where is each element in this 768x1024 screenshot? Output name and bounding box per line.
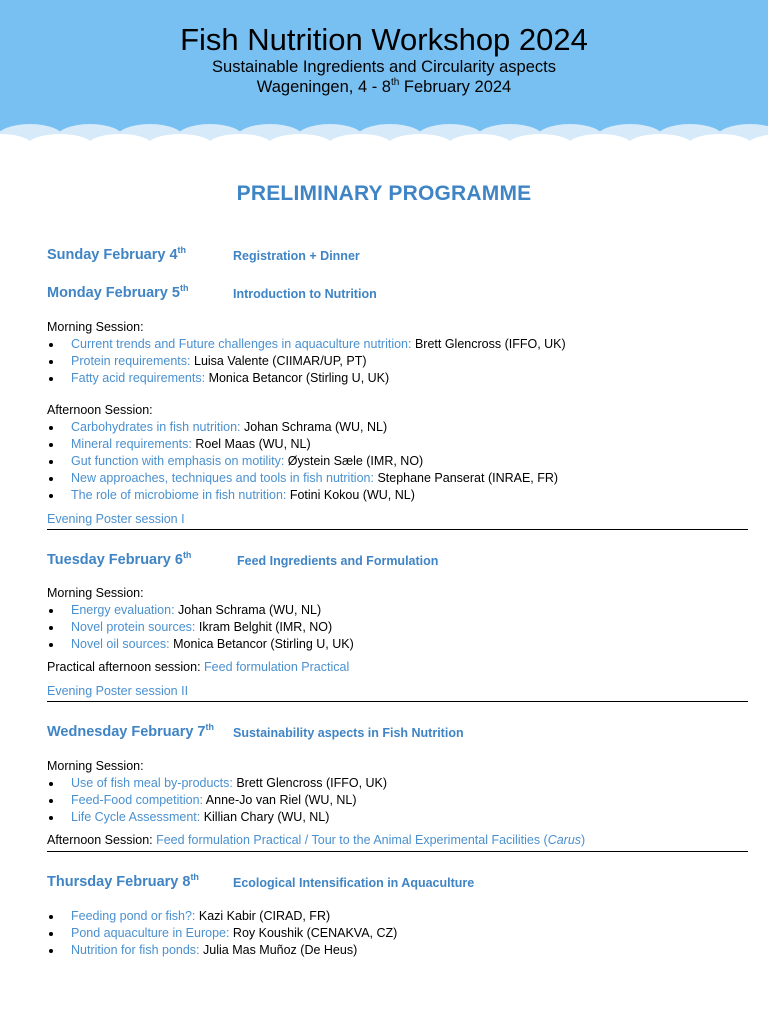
monday-evening-session: Evening Poster session I xyxy=(47,512,185,526)
tuesday-practical-session: Practical afternoon session: Feed formulation Practical xyxy=(47,660,350,674)
header-banner xyxy=(0,0,768,160)
monday-afternoon-list xyxy=(47,419,558,504)
workshop-location: Wageningen, 4 - 8th February 2024 xyxy=(256,77,512,96)
day-topic-sunday: Registration + Dinner xyxy=(233,249,360,263)
day-topic-tuesday: Feed Ingredients and Formulation xyxy=(237,554,439,568)
list-item: Mineral requirements: Roel Maas (WU, NL) xyxy=(47,436,558,453)
list-item: Pond aquaculture in Europe: Roy Koushik (CENAKVA, CZ) xyxy=(47,925,397,942)
wednesday-morning-label: Morning Session: xyxy=(47,759,144,773)
list-item: Feeding pond or fish?: Kazi Kabir (CIRAD, FR) xyxy=(47,908,397,925)
list-item: Use of fish meal by-products: Brett Glencross (IFFO, UK) xyxy=(47,775,387,792)
day-heading-tuesday: Tuesday February 6th xyxy=(47,550,192,568)
day-heading-sunday: Sunday February 4th xyxy=(47,245,187,263)
list-item: Life Cycle Assessment: Killian Chary (WU, NL) xyxy=(47,809,387,826)
list-item: New approaches, techniques and tools in fish nutrition: Stephane Panserat (INRAE, FR) xyxy=(47,470,558,487)
day-topic-thursday: Ecological Intensification in Aquaculture xyxy=(233,876,475,890)
programme-title: PRELIMINARY PROGRAMME xyxy=(236,182,532,205)
day-heading-monday: Monday February 5th xyxy=(47,283,189,301)
day-heading-wednesday: Wednesday February 7th xyxy=(47,722,214,740)
wednesday-morning-list xyxy=(47,775,387,826)
monday-morning-label: Morning Session: xyxy=(47,320,144,334)
list-item: Current trends and Future challenges in aquaculture nutrition: Brett Glencross (IFFO, UK) xyxy=(47,336,566,353)
tuesday-evening-session: Evening Poster session II xyxy=(47,684,189,698)
section-divider xyxy=(47,701,748,702)
monday-morning-list xyxy=(47,336,566,387)
day-topic-wednesday: Sustainability aspects in Fish Nutrition xyxy=(233,726,464,740)
list-item: The role of microbiome in fish nutrition: Fotini Kokou (WU, NL) xyxy=(47,487,558,504)
list-item: Gut function with emphasis on motility: Øystein Sæle (IMR, NO) xyxy=(47,453,558,470)
list-item: Feed-Food competition: Anne-Jo van Riel (WU, NL) xyxy=(47,792,387,809)
list-item: Fatty acid requirements: Monica Betancor (Stirling U, UK) xyxy=(47,370,566,387)
list-item: Novel oil sources: Monica Betancor (Stirling U, UK) xyxy=(47,636,354,653)
list-item: Carbohydrates in fish nutrition: Johan Schrama (WU, NL) xyxy=(47,419,558,436)
tuesday-morning-label: Morning Session: xyxy=(47,586,144,600)
section-divider xyxy=(47,851,748,852)
workshop-subtitle: Sustainable Ingredients and Circularity aspects xyxy=(212,58,556,76)
section-divider xyxy=(47,529,748,530)
workshop-title: Fish Nutrition Workshop 2024 xyxy=(180,22,588,57)
list-item: Energy evaluation: Johan Schrama (WU, NL) xyxy=(47,602,354,619)
wednesday-afternoon-session: Afternoon Session: Feed formulation Practical / Tour to the Animal Experimental Facilities (Carus) xyxy=(47,833,586,847)
list-item: Protein requirements: Luisa Valente (CIIMAR/UP, PT) xyxy=(47,353,566,370)
day-heading-thursday: Thursday February 8th xyxy=(47,872,199,890)
list-item: Nutrition for fish ponds: Julia Mas Muñoz (De Heus) xyxy=(47,942,397,959)
tuesday-morning-list xyxy=(47,602,354,653)
list-item: Novel protein sources: Ikram Belghit (IMR, NO) xyxy=(47,619,354,636)
monday-afternoon-label: Afternoon Session: xyxy=(47,403,153,417)
thursday-list xyxy=(47,908,397,959)
day-topic-monday: Introduction to Nutrition xyxy=(233,287,377,301)
